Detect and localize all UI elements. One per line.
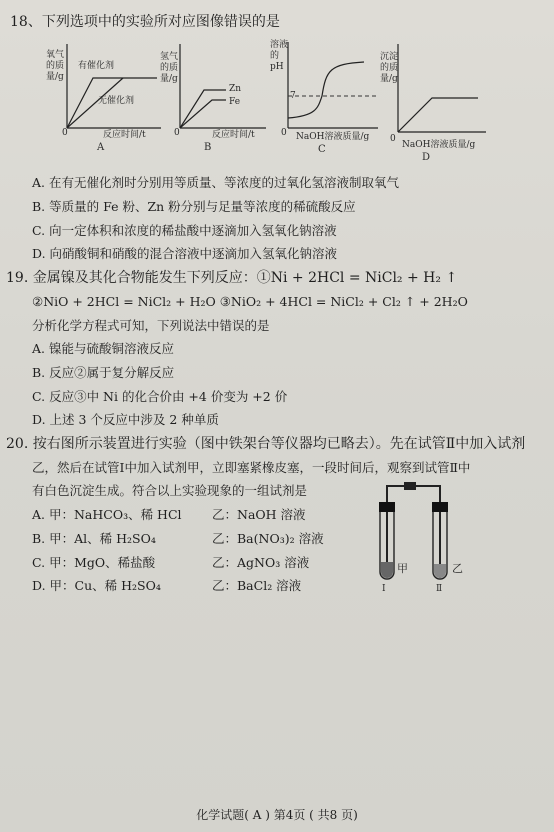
q20-option-c-reagent1: C. 甲：MgO、稀盐酸	[32, 555, 156, 570]
page-footer: 化学试题( A ) 第4页 ( 共8 页)	[196, 808, 358, 822]
apparatus-drawing	[372, 482, 512, 597]
q18-option-a: A. 在有无催化剂时分别用等质量、等浓度的过氧化氢溶液制取氧气	[32, 175, 399, 190]
graph-d-ylabel: 沉淀的质量/g	[380, 52, 399, 84]
graph-c-curve	[288, 62, 364, 118]
q20-option-a-reagent2: 乙：NaOH 溶液	[212, 507, 306, 522]
apparatus-tube-1-label: Ⅰ	[382, 584, 386, 594]
graph-b-caption: B	[204, 142, 212, 153]
q19-option-d: D. 上述 3 个反应中涉及 2 种单质	[32, 412, 219, 427]
q20-option-a-reagent1: A. 甲：NaHCO₃、稀 HCl	[32, 507, 182, 522]
q20-option-d-reagent1: D. 甲：Cu、稀 H₂SO₄	[32, 578, 161, 593]
q18-option-c: C. 向一定体积和浓度的稀盐酸中逐滴加入氢氧化钠溶液	[32, 223, 337, 238]
apparatus-label-jia: 甲	[397, 562, 408, 575]
graph-b-xlabel: 反应时间/t	[212, 130, 255, 140]
graph-b-line2-label: Fe	[229, 97, 241, 107]
q20-option-d-reagent2: 乙：BaCl₂ 溶液	[212, 578, 302, 593]
graph-c-ref: 7	[290, 91, 296, 101]
q18-option-b: B. 等质量的 Fe 粉、Zn 粉分别与足量等浓度的稀硫酸反应	[32, 199, 356, 214]
q20-line1: 20. 按右图所示装置进行实验（图中铁架台等仪器均已略去）。先在试管Ⅱ中加入试剂	[6, 436, 526, 452]
graph-d-origin: 0	[390, 134, 396, 144]
graph-d-xlabel: NaOH溶液质量/g	[402, 140, 476, 150]
graph-c-xlabel: NaOH溶液质量/g	[296, 132, 370, 142]
graph-a-xlabel: 反应时间/t	[103, 130, 146, 140]
q20-option-b-reagent1: B. 甲：Al、稀 H₂SO₄	[32, 531, 156, 546]
q19-question: 分析化学方程式可知，下列说法中错误的是	[32, 318, 270, 333]
q19-option-a: A. 镍能与硫酸铜溶液反应	[32, 341, 174, 356]
graph-a-origin: 0	[62, 128, 68, 138]
apparatus-label-yi: 乙	[452, 562, 463, 575]
graph-b-line1-label: Zn	[229, 84, 242, 94]
graph-b-line-fe	[180, 100, 226, 128]
graph-b-origin: 0	[174, 128, 180, 138]
graph-a-ylabel: 氧气的质量/g	[46, 50, 65, 82]
q20-option-b-reagent2: 乙：Ba(NO₃)₂ 溶液	[212, 531, 324, 546]
graph-b-ylabel: 氢气的质量/g	[160, 52, 179, 84]
q19-option-b: B. 反应②属于复分解反应	[32, 365, 175, 380]
q18-stem: 18、下列选项中的实验所对应图像错误的是	[10, 14, 280, 30]
graph-c-caption: C	[318, 144, 326, 155]
q20-line3: 有白色沉淀生成。符合以上实验现象的一组试剂是	[32, 483, 308, 498]
q19-option-c: C. 反应③中 Ni 的化合价由 +4 价变为 +2 价	[32, 389, 288, 404]
q19-stem: 19. 金属镍及其化合物能发生下列反应：①Ni + 2HCl = NiCl₂ + H₂ ↑	[6, 270, 458, 286]
q20-line2: 乙，然后在试管Ⅰ中加入试剂甲，立即塞紧橡皮塞，一段时间后，观察到试管Ⅱ中	[32, 460, 471, 475]
q20-option-c-reagent2: 乙：AgNO₃ 溶液	[212, 555, 310, 570]
q19-equations: ②NiO + 2HCl = NiCl₂ + H₂O ③NiO₂ + 4HCl = NiCl₂ + Cl₂ ↑ + 2H₂O	[32, 294, 468, 309]
graph-c-ylabel: 溶液的pH	[270, 40, 289, 72]
graph-a-line2-label: 无催化剂	[98, 96, 135, 106]
graph-a-line1-label: 有催化剂	[78, 61, 115, 71]
graph-c-origin: 0	[281, 128, 287, 138]
apparatus-tube-2-label: Ⅱ	[436, 584, 443, 594]
graph-d-line	[398, 98, 478, 132]
graph-d-caption: D	[422, 152, 431, 163]
graph-a-caption: A	[97, 142, 105, 153]
q18-option-d: D. 向硝酸铜和硝酸的混合溶液中逐滴加入氢氧化钠溶液	[32, 246, 338, 261]
